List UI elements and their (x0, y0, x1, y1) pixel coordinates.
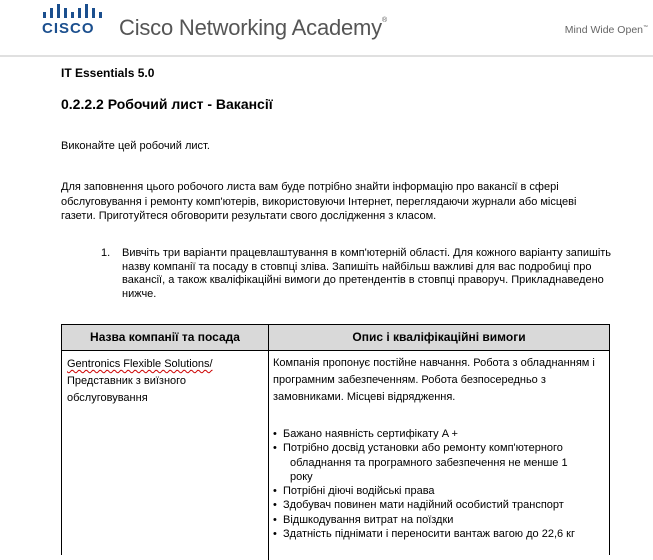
cisco-wordmark: CISCO (42, 20, 95, 37)
step-text: Вивчіть три варіанти працевлаштування в комп'ютерній області. Для кожного варіанту запишіть назву компанії та посаду в стовпці зліва. Запишіть найбільш важливі для вас подробиці про вакансії, а також кваліфікаційні вимоги до претендентів в стовпці праворуч. Прикладнаведено нижче. (122, 247, 612, 300)
page-header (0, 0, 653, 56)
academy-name (119, 15, 387, 41)
requirements-list (273, 427, 603, 541)
header-description-requirements: Опис і кваліфікаційні вимоги (269, 325, 609, 351)
requirement-item-continuation: обладнання та програмного забезпечення не менше 1 (290, 456, 568, 469)
description-cell: Компанія пропонує постійне навчання. Робота з обладнанням і програмним забезпеченням. Робота безпосередньо з замовниками. Місцеві відрядження. (273, 357, 595, 403)
instruction-text: Виконайте цей робочий лист. (61, 140, 210, 152)
requirement-item-continuation: року (290, 470, 313, 483)
jobs-table (61, 324, 610, 555)
header-company-position: Назва компанії та посада (62, 325, 269, 351)
requirement-item: • Потрібно досвід установки або ремонту комп'ютерного (273, 441, 603, 455)
company-cell (67, 356, 265, 407)
cisco-bars-icon (42, 3, 102, 19)
column-divider (268, 350, 269, 560)
registered-mark: ® (381, 17, 387, 24)
requirement-item: • Бажано наявність сертифікату A + (273, 427, 603, 441)
position-title: Представник з виїзного обслуговування (67, 375, 187, 404)
header-divider (0, 55, 653, 57)
step-number: 1. (101, 247, 111, 259)
cisco-logo (42, 3, 104, 37)
tagline-text: Mind Wide Open (564, 24, 643, 36)
requirement-item: • Потрібні діючі водійські права (273, 484, 603, 498)
requirement-item: • Здобувач повинен мати надійний особистий транспорт (273, 498, 603, 512)
intro-paragraph: Для заповнення цього робочого листа вам буде потрібно знайти інформацію про вакансії в сфері обслуговування і ремонту комп'ютерів, використовуючи Інтернет, переглядаючи журнали або місцеві газети. Приготуйтеся обговорити результати свого дослідження з класом. (61, 181, 577, 222)
requirement-item: • Відшкодування витрат на поїздки (273, 513, 603, 527)
document-subtitle: IT Essentials 5.0 (61, 66, 155, 80)
company-name: Gentronics Flexible Solutions/ (67, 358, 213, 370)
document-title: 0.2.2.2 Робочий лист - Вакансії (61, 96, 273, 112)
requirement-item: • Здатність піднімати і переносити вантаж вагою до 22,6 кг (273, 527, 603, 541)
tagline (565, 24, 648, 36)
trademark-mark: ™ (643, 24, 648, 31)
academy-name-text: Cisco Networking Academy (119, 15, 382, 40)
